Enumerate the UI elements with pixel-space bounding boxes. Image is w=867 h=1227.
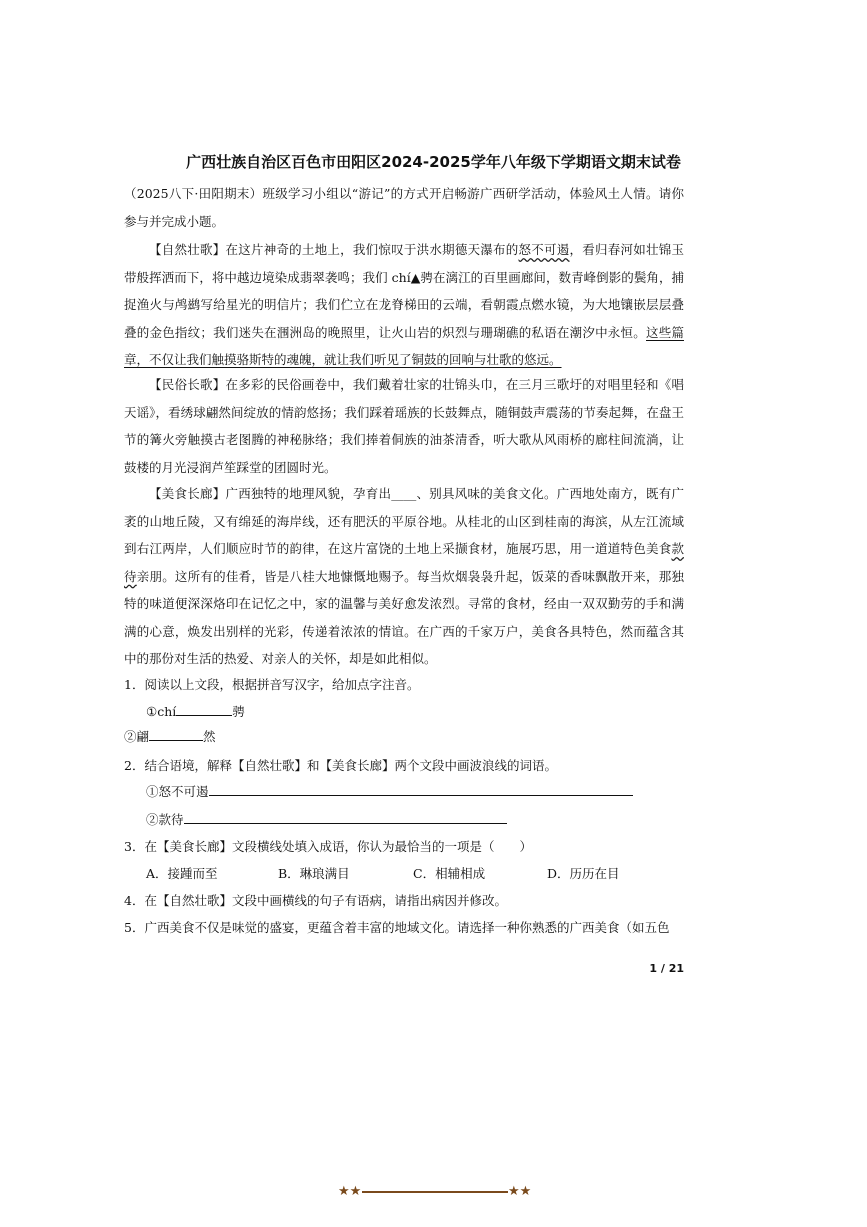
food-text-c: 亲朋。这所有的佳肴，皆是八桂大地慷慨地赐予。每当炊烟袅袅升起，饭菜的香味飘散开来，那独特的味道便深深烙印在记忆之中，家的温馨与美好愈发浓烈。寻常的食材，经由一双双勤劳的手和满满的心意，焕发出别样的光彩，传递着浓浓的情谊。在广西的千家万户，美食各具特色，然而蕴含其中的那份对生活的热爱、对亲人的关怀，却是如此相似。	[124, 568, 684, 666]
q2-a-label: ①怒不可遏	[146, 784, 209, 799]
food-text-a: 广西独特的地理风貌，孕育出	[225, 486, 392, 501]
footer-stars-left-icon: ★★	[338, 1184, 362, 1199]
question-3: 3．在【美食长廊】文段横线处填入成语，你认为最恰当的一项是（ ）	[124, 839, 532, 854]
question-1: 1．阅读以上文段，根据拼音写汉字，给加点字注音。	[124, 677, 420, 692]
q2-a-blank[interactable]	[209, 783, 633, 796]
natural-text-b: ，看归春河如壮锦玉带般挥洒而下，将中越边境染成翡翠袭鸣；我们 chí▲骋在漓江的百里画廊间，数青峰倒影的鬓角，捕捉渔火与鸬鹚写给星光的明信片；我们伫立在龙脊梯田的云端，看朝霞点燃水镜，为大地镶嵌层层叠叠的金色指纹；我们迷失在涠洲岛的晚照里，让火山岩的炽烈与珊瑚礁的私语在潮汐中永恒。	[124, 242, 684, 340]
question-2: 2．结合语境，解释【自然壮歌】和【美食长廊】两个文段中画波浪线的词语。	[124, 758, 557, 773]
food-text-b: 、别具风味的美食文化。广西地处南方，既有广袤的山地丘陵，又有绵延的海岸线，还有肥沃的平原谷地。从桂北的山区到桂南的海滨，从左江流域到右江两岸，人们顺应时节的韵律，在这片富饶的土地上采撷食材，施展巧思，用一道道特色美食	[124, 486, 684, 556]
paragraph-natural	[124, 236, 684, 374]
q3-options	[146, 864, 666, 882]
natural-text-a: 在这片神奇的土地上，我们惊叹于洪水期德天瀑布的	[225, 242, 519, 257]
q1-a-prefix: ①chí	[146, 704, 177, 719]
intro-paragraph: （2025八下·田阳期末）班级学习小组以“游记”的方式开启畅游广西研学活动，体验风土人情。请你参与并完成小题。	[124, 186, 684, 229]
q3-option-d[interactable]: D．历历在目	[547, 866, 620, 881]
wavy-word-kuandai: 款待	[124, 541, 684, 584]
q2-b-blank[interactable]	[184, 811, 507, 824]
q2-b-label: ②款待	[146, 812, 184, 827]
q3-option-b[interactable]: B．琳琅满目	[278, 866, 350, 881]
document-title: 广西壮族自治区百色市田阳区2024-2025学年八年级下学期语文期末试卷	[186, 153, 681, 171]
q1-a-suffix: 骋	[232, 704, 245, 719]
q3-option-c[interactable]: C．相辅相成	[413, 866, 486, 881]
folk-text: 在多彩的民俗画卷中，我们戴着壮家的壮锦头巾，在三月三歌圩的对唱里轻和《唱天谣》，看绣球翩然间绽放的情韵悠扬；我们踩着瑶族的长鼓舞点，随铜鼓声震荡的节奏起舞，在盘王节的篝火旁触摸古老图腾的神秘脉络；我们捧着侗族的油茶清香，听大歌从风雨桥的廊柱间流淌，让鼓楼的月光浸润芦笙踩堂的团圆时光。	[124, 377, 684, 475]
question-4: 4．在【自然壮歌】文段中画横线的句子有语病，请指出病因并修改。	[124, 893, 507, 908]
section-tag-natural: 【自然壮歌】	[149, 242, 226, 257]
q1-answer-a	[146, 702, 245, 720]
q1-b-prefix: ②翩	[124, 729, 150, 744]
q1-a-blank[interactable]	[176, 703, 232, 716]
q1-answer-b	[124, 727, 216, 745]
underlined-sentence: 这些篇章，不仅让我们触摸骆斯特的魂魄，就让我们听见了铜鼓的回响与壮歌的悠远。	[124, 324, 684, 367]
footer-rule	[362, 1191, 508, 1193]
question-5: 5．广西美食不仅是味觉的盛宴，更蕴含着丰富的地域文化。请选择一种你熟悉的广西美食（如五色	[124, 920, 670, 935]
section-tag-folk: 【民俗长歌】	[149, 377, 226, 392]
q1-b-blank[interactable]	[149, 728, 203, 741]
paragraph-folk	[124, 371, 684, 481]
q2-answer-b	[146, 810, 507, 828]
wavy-word-nubukee: 怒不可遏	[518, 242, 570, 257]
q1-b-suffix: 然	[203, 729, 216, 744]
footer-stars-right-icon: ★★	[508, 1184, 532, 1199]
footer-decoration	[338, 1182, 532, 1202]
q3-option-a[interactable]: A．接踵而至	[146, 866, 218, 881]
section-tag-food: 【美食长廊】	[149, 486, 226, 501]
paragraph-food	[124, 480, 684, 673]
page-number: 1 / 21	[649, 962, 684, 975]
food-blank: ____	[391, 486, 417, 501]
q2-answer-a	[146, 782, 633, 800]
